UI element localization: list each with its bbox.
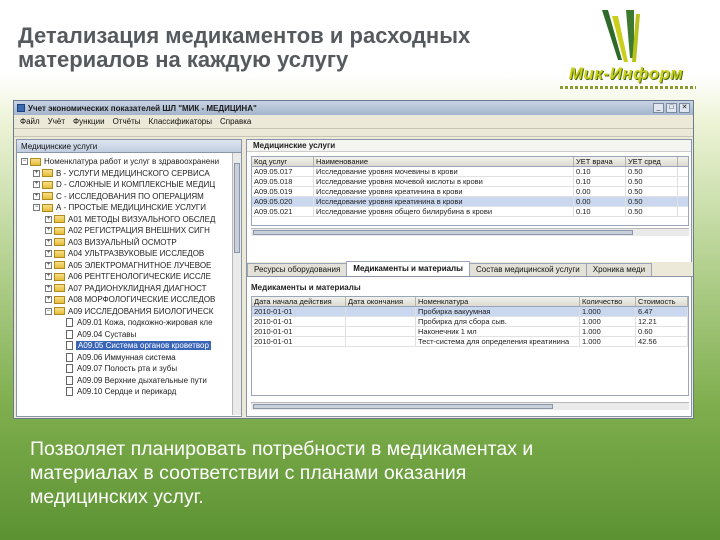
column-header-quantity[interactable]: Количество bbox=[580, 297, 636, 306]
grid-cell[interactable]: 0.00 bbox=[574, 197, 626, 206]
tree-item-label: А06 РЕНТГЕНОЛОГИЧЕСКИЕ ИССЛЕ bbox=[68, 272, 211, 281]
expand-icon[interactable]: + bbox=[46, 250, 51, 256]
grid-cell[interactable]: Исследование уровня креатинина в крови bbox=[314, 187, 574, 196]
logo-text: Мик-Информ bbox=[568, 64, 684, 83]
tree-item-label: А09.06 Иммунная система bbox=[77, 352, 176, 362]
tree-item[interactable] bbox=[45, 271, 212, 282]
grid-cell[interactable]: 1.000 bbox=[580, 337, 636, 346]
tree-item[interactable] bbox=[57, 363, 178, 374]
column-header-uet-doctor[interactable]: УЕТ врача bbox=[574, 157, 626, 166]
document-icon bbox=[66, 364, 73, 373]
services-tree-panel bbox=[16, 139, 242, 417]
tree-item-label: Номенклатура работ и услуг в здравоохранени bbox=[44, 157, 220, 166]
slide-caption bbox=[30, 437, 680, 509]
menu-help[interactable]: Справка bbox=[219, 117, 252, 126]
toolbar bbox=[14, 129, 693, 137]
grid-cell[interactable]: 12.21 bbox=[636, 317, 688, 326]
menu-reports[interactable]: Отчёты bbox=[112, 117, 141, 126]
column-header-end-date[interactable]: Дата окончания bbox=[346, 297, 416, 306]
tree-item-label: А01 МЕТОДЫ ВИЗУАЛЬНОГО ОБСЛЕД bbox=[68, 214, 216, 224]
materials-grid bbox=[251, 296, 689, 396]
tree-item[interactable] bbox=[33, 179, 216, 190]
menu-accounting[interactable]: Учёт bbox=[47, 117, 66, 126]
grid-cell[interactable]: Исследование уровня креатинина в крови bbox=[314, 197, 574, 206]
grid-cell[interactable]: А09.05.020 bbox=[252, 197, 314, 206]
column-header-name[interactable]: Наименование bbox=[314, 157, 574, 166]
column-header-code[interactable]: Код услуг bbox=[252, 157, 314, 166]
tree-item[interactable] bbox=[33, 168, 211, 179]
services-table-row[interactable] bbox=[252, 207, 688, 217]
tree-item-label: А09.04 Суставы bbox=[77, 329, 137, 339]
expand-icon[interactable]: + bbox=[34, 181, 39, 187]
detail-tabs bbox=[247, 262, 693, 277]
services-tree bbox=[17, 153, 241, 415]
document-icon bbox=[66, 353, 73, 362]
tree-scroll-thumb[interactable] bbox=[234, 163, 240, 253]
grid-cell[interactable]: 0.10 bbox=[574, 177, 626, 186]
column-header-uet-nurse[interactable]: УЕТ сред bbox=[626, 157, 678, 166]
services-table-row[interactable] bbox=[252, 187, 688, 197]
tree-item-selected[interactable] bbox=[57, 340, 211, 351]
services-scroll-thumb[interactable] bbox=[253, 230, 633, 235]
tree-item-label: А02 РЕГИСТРАЦИЯ ВНЕШНИХ СИГН bbox=[68, 226, 210, 235]
grid-cell[interactable]: Исследование уровня мочевой кислоты в крови bbox=[314, 177, 574, 186]
materials-grid-header bbox=[252, 297, 688, 307]
expand-icon[interactable]: + bbox=[46, 215, 51, 222]
folder-icon bbox=[42, 181, 53, 189]
tree-item-label: D - СЛОЖНЫЕ И КОМПЛЕКСНЫЕ МЕДИЦ bbox=[56, 180, 216, 189]
services-table-row[interactable] bbox=[252, 177, 688, 187]
tree-panel-header bbox=[17, 140, 241, 153]
tree-item-label: А09.07 Полость рта и зубы bbox=[77, 364, 178, 373]
grid-cell[interactable]: 0.10 bbox=[574, 167, 626, 176]
folder-icon bbox=[54, 273, 65, 281]
grid-cell[interactable]: 6.47 bbox=[636, 307, 688, 316]
document-icon bbox=[66, 341, 73, 350]
folder-icon bbox=[54, 296, 65, 304]
tree-item-label: А04 УЛЬТРАЗВУКОВЫЕ ИССЛЕДОВ bbox=[68, 249, 205, 258]
services-table-row[interactable] bbox=[252, 197, 688, 207]
tree-item-label: А08 МОРФОЛОГИЧЕСКИЕ ИССЛЕДОВ bbox=[68, 295, 216, 304]
tree-vertical-scrollbar[interactable] bbox=[232, 153, 241, 415]
grid-cell[interactable]: 0.50 bbox=[626, 167, 678, 176]
expand-icon[interactable]: + bbox=[46, 273, 51, 279]
grid-cell[interactable]: 42.56 bbox=[636, 337, 688, 346]
folder-icon bbox=[54, 227, 65, 235]
services-grid-scrollbar[interactable] bbox=[251, 228, 689, 236]
grid-cell[interactable]: 0.50 bbox=[626, 187, 678, 196]
folder-icon bbox=[30, 158, 41, 166]
menu-file[interactable]: Файл bbox=[20, 117, 40, 126]
tree-item-label: А09.10 Сердце и перикард bbox=[77, 387, 177, 396]
grid-cell[interactable]: 0.50 bbox=[626, 197, 678, 206]
logo-mark-icon bbox=[600, 8, 642, 66]
tree-item-label: А07 РАДИОНУКЛИДНАЯ ДИАГНОСТ bbox=[68, 283, 207, 293]
materials-scroll-thumb[interactable] bbox=[253, 404, 553, 409]
tree-item[interactable] bbox=[33, 191, 205, 202]
tree-item[interactable] bbox=[57, 317, 214, 328]
menu-classifiers[interactable]: Классификаторы bbox=[148, 117, 212, 126]
tree-item-label: А09.09 Верхние дыхательные пути bbox=[77, 375, 207, 385]
grid-cell[interactable]: Наконечник 1 мл bbox=[416, 327, 580, 336]
services-detail-panel bbox=[246, 139, 692, 417]
tab-service-composition[interactable]: Состав медицинской услуги bbox=[469, 263, 587, 276]
materials-table-row[interactable] bbox=[252, 327, 688, 337]
tree-item[interactable] bbox=[57, 386, 177, 397]
collapse-icon[interactable]: − bbox=[22, 158, 27, 164]
folder-icon bbox=[54, 284, 65, 292]
expand-icon[interactable]: + bbox=[46, 238, 51, 245]
grid-cell[interactable]: Пробирка для сбора сыв. bbox=[416, 317, 580, 326]
slide-title-line-2: материалов на каждую услугу bbox=[18, 47, 349, 72]
tree-item[interactable] bbox=[45, 306, 214, 317]
services-table-row[interactable] bbox=[252, 167, 688, 177]
folder-icon bbox=[42, 204, 53, 212]
grid-cell[interactable]: А09.05.017 bbox=[252, 167, 314, 176]
slide-title-line-1: Детализация медикаментов и расходных bbox=[18, 23, 471, 48]
close-button[interactable]: ✕ bbox=[679, 103, 690, 113]
tree-item[interactable] bbox=[45, 225, 211, 236]
tree-item[interactable] bbox=[45, 283, 208, 294]
expand-icon[interactable]: + bbox=[34, 192, 39, 199]
folder-icon bbox=[54, 238, 65, 246]
grid-cell[interactable]: 2010-01-01 bbox=[252, 317, 346, 326]
tree-item[interactable] bbox=[45, 248, 205, 259]
grid-cell[interactable]: 0.50 bbox=[626, 207, 678, 216]
app-icon bbox=[17, 104, 25, 112]
grid-cell[interactable]: 2010-01-01 bbox=[252, 327, 346, 336]
document-icon bbox=[66, 330, 73, 339]
services-grid-title: Медицинские услуги bbox=[247, 140, 691, 152]
window-titlebar[interactable] bbox=[14, 101, 693, 115]
folder-icon bbox=[54, 307, 65, 315]
tree-item[interactable] bbox=[45, 237, 178, 248]
expand-icon[interactable]: + bbox=[46, 227, 51, 233]
folder-icon bbox=[42, 192, 53, 200]
grid-cell[interactable]: 0.50 bbox=[626, 177, 678, 186]
caption-line-1: Позволяет планировать потребности в медикаментах и bbox=[30, 438, 534, 460]
caption-line-3: медицинских услуг. bbox=[30, 486, 204, 508]
menu-functions[interactable]: Функции bbox=[73, 117, 105, 126]
grid-cell[interactable]: Пробирка вакуумная bbox=[416, 307, 580, 316]
grid-cell[interactable]: А09.05.019 bbox=[252, 187, 314, 196]
column-header-cost[interactable]: Стоимость bbox=[636, 297, 688, 306]
tree-item-label: А03 ВИЗУАЛЬНЫЙ ОСМОТР bbox=[68, 237, 177, 247]
window-title: Учет экономических показателей ШЛ "МИК - МЕДИЦИНА" bbox=[28, 103, 257, 113]
materials-section-title: Медикаменты и материалы bbox=[251, 283, 361, 292]
grid-cell[interactable] bbox=[346, 307, 416, 316]
grid-cell[interactable]: 0.00 bbox=[574, 187, 626, 196]
column-header-nomenclature[interactable]: Номенклатура bbox=[416, 297, 580, 306]
folder-icon bbox=[54, 215, 65, 223]
tab-chronicle[interactable]: Хроника меди bbox=[586, 263, 652, 276]
tree-item-label: А09.05 Система органов кроветвор bbox=[78, 341, 209, 350]
collapse-icon[interactable]: − bbox=[34, 204, 39, 210]
tree-item-label: А09.01 Кожа, подкожно-жировая кле bbox=[77, 318, 213, 327]
folder-icon bbox=[54, 261, 65, 269]
tree-item-label: А09 ИССЛЕДОВАНИЯ БИОЛОГИЧЕСК bbox=[68, 306, 214, 316]
logo-underline bbox=[560, 86, 696, 89]
grid-cell[interactable]: 1.000 bbox=[580, 307, 636, 316]
menu-bar bbox=[14, 115, 693, 129]
column-header-start-date[interactable]: Дата начала действия bbox=[252, 297, 346, 306]
minimize-button[interactable]: _ bbox=[653, 103, 664, 113]
grid-cell[interactable] bbox=[346, 327, 416, 336]
tree-item-label: С - ИССЛЕДОВАНИЯ ПО ОПЕРАЦИЯМ bbox=[56, 191, 204, 201]
collapse-icon[interactable]: − bbox=[46, 307, 51, 314]
expand-icon[interactable]: + bbox=[46, 284, 51, 291]
grid-cell[interactable]: Исследование уровня общего билирубина в крови bbox=[314, 207, 574, 216]
expand-icon[interactable]: + bbox=[34, 169, 39, 176]
tree-item[interactable] bbox=[57, 375, 208, 386]
folder-icon bbox=[54, 250, 65, 258]
grid-cell[interactable]: Исследование уровня мочевины в крови bbox=[314, 167, 574, 176]
tree-item-label: А - ПРОСТЫЕ МЕДИЦИНСКИЕ УСЛУГИ bbox=[56, 203, 206, 212]
grid-cell[interactable]: А09.05.021 bbox=[252, 207, 314, 216]
slide-title bbox=[18, 24, 558, 72]
document-icon bbox=[66, 318, 73, 327]
materials-table-row[interactable] bbox=[252, 307, 688, 317]
grid-cell[interactable]: 0.10 bbox=[574, 207, 626, 216]
materials-grid-scrollbar[interactable] bbox=[251, 402, 689, 410]
tab-equipment[interactable]: Ресурсы оборудования bbox=[247, 263, 347, 276]
grid-cell[interactable]: 1.000 bbox=[580, 327, 636, 336]
grid-cell[interactable]: 1.000 bbox=[580, 317, 636, 326]
tree-item-label: В - УСЛУГИ МЕДИЦИНСКОГО СЕРВИСА bbox=[56, 168, 210, 178]
grid-cell[interactable]: А09.05.018 bbox=[252, 177, 314, 186]
tree-item[interactable] bbox=[45, 294, 216, 305]
grid-cell[interactable]: 2010-01-01 bbox=[252, 307, 346, 316]
document-icon bbox=[66, 376, 73, 385]
tree-panel-title: Медицинские услуги bbox=[21, 141, 98, 151]
tree-item[interactable] bbox=[21, 156, 220, 167]
tree-item[interactable] bbox=[45, 214, 216, 225]
tree-item[interactable] bbox=[57, 329, 137, 340]
company-logo bbox=[556, 8, 706, 100]
grid-cell[interactable] bbox=[346, 337, 416, 346]
tab-medications[interactable]: Медикаменты и материалы bbox=[346, 261, 470, 276]
tree-item-label: А05 ЭЛЕКТРОМАГНИТНОЕ ЛУЧЕВОЕ bbox=[68, 260, 212, 270]
materials-table-row[interactable] bbox=[252, 317, 688, 327]
app-window bbox=[13, 100, 694, 419]
tree-item[interactable] bbox=[45, 260, 212, 271]
grid-cell[interactable]: Тест-система для определения креатинина bbox=[416, 337, 580, 346]
materials-table-row[interactable] bbox=[252, 337, 688, 347]
services-grid bbox=[251, 156, 689, 226]
tree-item[interactable] bbox=[33, 202, 207, 213]
tree-item[interactable] bbox=[57, 352, 177, 363]
folder-icon bbox=[42, 169, 53, 177]
services-grid-header bbox=[252, 157, 688, 167]
expand-icon[interactable]: + bbox=[46, 296, 51, 302]
expand-icon[interactable]: + bbox=[46, 261, 51, 268]
grid-cell[interactable] bbox=[346, 317, 416, 326]
grid-cell[interactable]: 2010-01-01 bbox=[252, 337, 346, 346]
caption-line-2: материалах в соответствии с планами оказания bbox=[30, 462, 467, 484]
document-icon bbox=[66, 387, 73, 396]
maximize-button[interactable]: □ bbox=[666, 103, 677, 113]
grid-cell[interactable]: 0.60 bbox=[636, 327, 688, 336]
